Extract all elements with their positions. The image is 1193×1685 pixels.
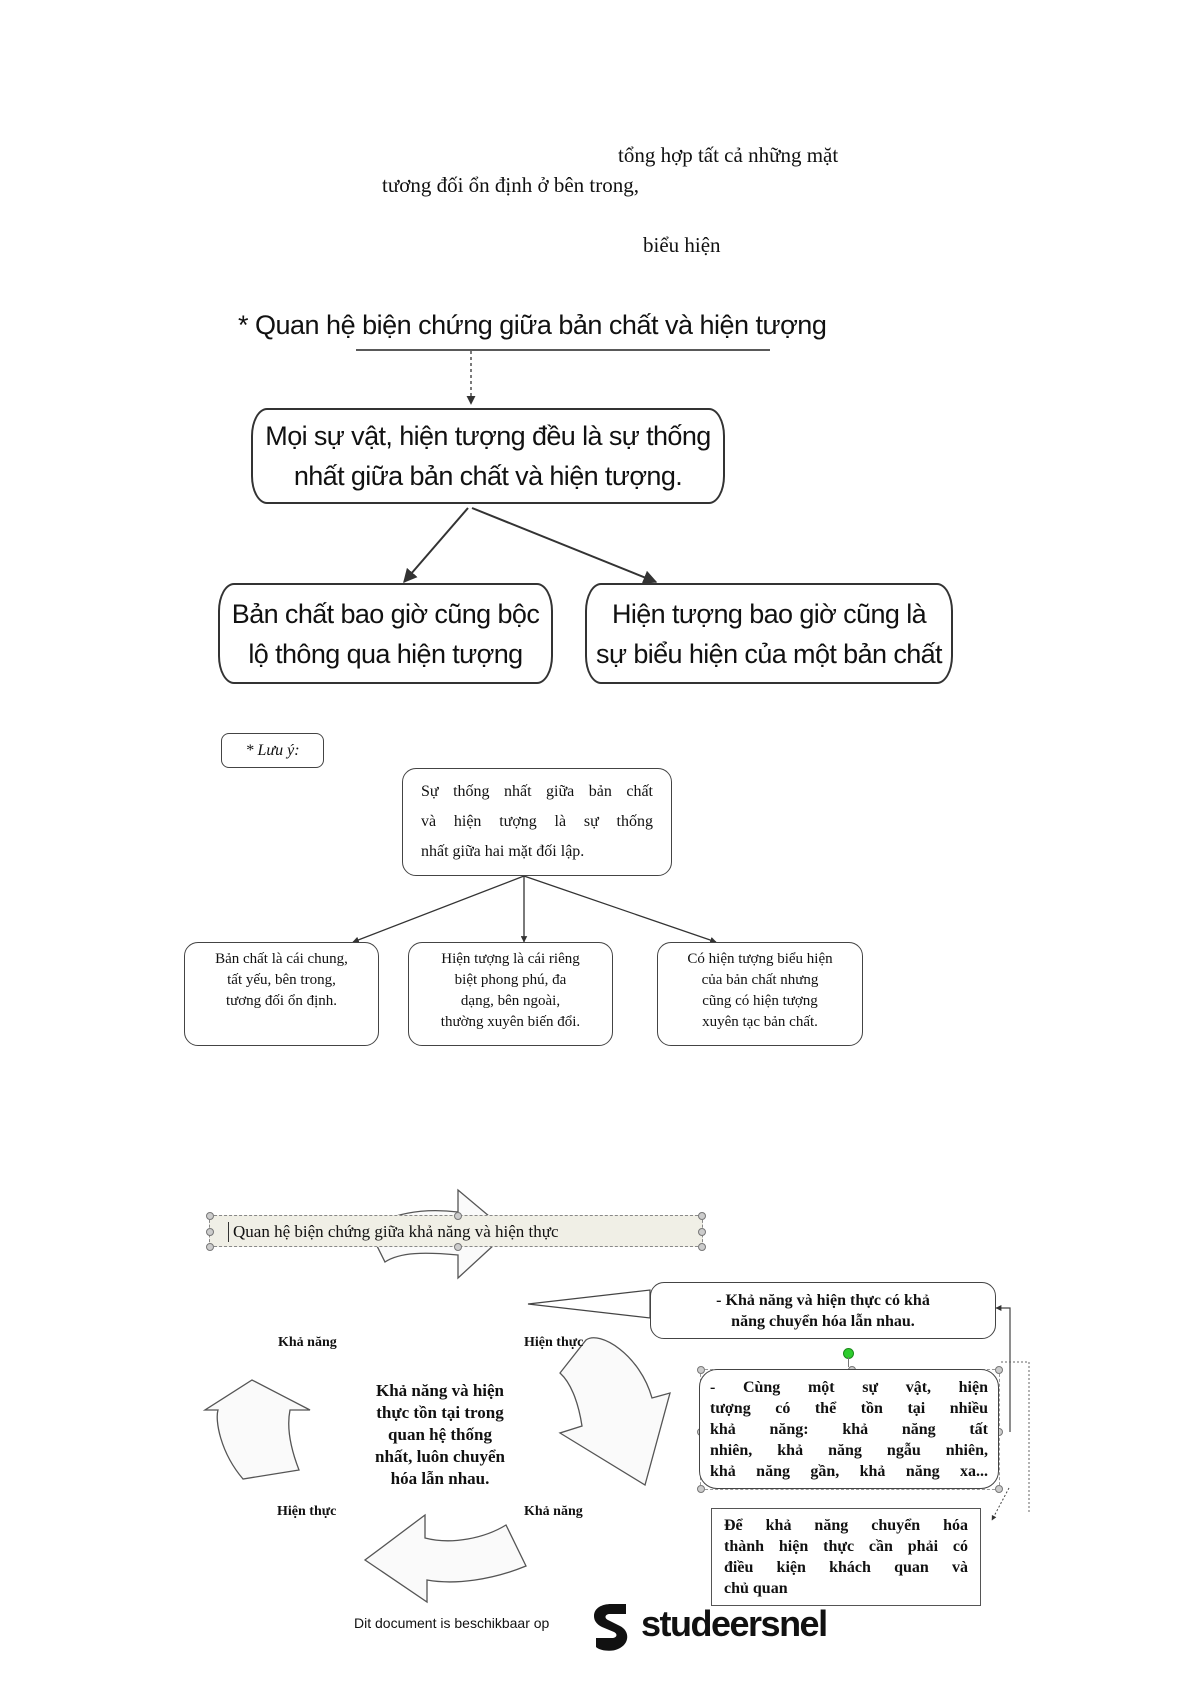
rotate-handle-line — [848, 1357, 849, 1367]
text-fragment-3: biểu hiện — [643, 233, 721, 257]
resize-handle[interactable] — [995, 1366, 1003, 1374]
diagram2-top-box: Sự thống nhất giữa bản chất và hiện tượng là sự thống nhất giữa hai mặt đối lập. — [402, 768, 672, 876]
diagram2-child1: Bản chất là cái chung, tất yếu, bên trong, tương đối ổn định. — [184, 942, 379, 1046]
diagram1-heading: * Quan hệ biện chứng giữa bản chất và hiện tượng — [238, 310, 827, 340]
cycle-arrow-bottom — [365, 1515, 526, 1602]
resize-handle[interactable] — [206, 1243, 214, 1251]
resize-handle[interactable] — [206, 1228, 214, 1236]
label-hien-thuc-top: Hiện thực — [524, 1335, 584, 1350]
resize-handle[interactable] — [454, 1243, 462, 1251]
diagram1-right-box: Hiện tượng bao giờ cũng là sự biểu hiện của một bản chất — [585, 583, 953, 684]
arrow-to-left-box — [404, 508, 468, 582]
label-kha-nang-top: Khả năng — [278, 1335, 337, 1350]
arrow-to-callout3 — [992, 1488, 1009, 1520]
callout-pointer — [528, 1290, 650, 1318]
callout-2: - Cùng một sự vật, hiện tượng có thể tồn tại nhiều khả năng: khả năng tất nhiên, khả năng ngẫu nhiên, khả năng gần, khả năng xa... — [699, 1369, 999, 1489]
studeersnel-logo-icon[interactable] — [586, 1602, 636, 1652]
arrow-to-child1 — [353, 876, 524, 942]
cycle-arrow-right — [560, 1338, 670, 1485]
diagram2-child3: Có hiện tượng biểu hiện của bản chất nhưng cũng có hiện tượng xuyên tạc bản chất. — [657, 942, 863, 1046]
resize-handle[interactable] — [995, 1485, 1003, 1493]
callout-3: Để khả năng chuyển hóa thành hiện thực cần phải có điều kiện khách quan và chủ quan — [711, 1508, 981, 1606]
callout-1: - Khả năng và hiện thực có khả năng chuyển hóa lẫn nhau. — [650, 1282, 996, 1339]
studeersnel-wordmark[interactable]: studeersnel — [641, 1603, 827, 1644]
note-label: * Lưu ý: — [221, 733, 324, 768]
resize-handle[interactable] — [698, 1228, 706, 1236]
resize-handle[interactable] — [698, 1212, 706, 1220]
bracket-line-2 — [1000, 1362, 1029, 1512]
diagram3-title: Quan hệ biện chứng giữa khả năng và hiện thực — [228, 1222, 559, 1242]
resize-handle[interactable] — [698, 1243, 706, 1251]
label-kha-nang-bottom: Khả năng — [524, 1504, 583, 1519]
cycle-arrow-left — [205, 1380, 310, 1479]
cycle-center-text: Khả năng và hiện thực tồn tại trong quan hệ thống nhất, luôn chuyển hóa lẫn nhau. — [375, 1381, 505, 1488]
arrow-to-right-box — [472, 508, 656, 582]
diagram2-child2: Hiện tượng là cái riêng biệt phong phú, đa dạng, bên ngoài, thường xuyên biến đổi. — [408, 942, 613, 1046]
label-hien-thuc-bottom: Hiện thực — [277, 1504, 337, 1519]
arrow-to-child3 — [524, 876, 716, 942]
resize-handle[interactable] — [454, 1212, 462, 1220]
diagram1-top-box: Mọi sự vật, hiện tượng đều là sự thống nhất giữa bản chất và hiện tượng. — [251, 408, 725, 504]
diagram3-title-box[interactable] — [209, 1215, 703, 1247]
text-fragment-1: tổng hợp tất cả những mặt — [618, 143, 839, 167]
resize-handle[interactable] — [206, 1212, 214, 1220]
diagram1-left-box: Bản chất bao giờ cũng bộc lộ thông qua hiện tượng — [218, 583, 553, 684]
text-fragment-2: tương đối ổn định ở bên trong, — [382, 173, 639, 197]
footer-prefix: Dit document is beschikbaar op — [354, 1615, 550, 1631]
resize-handle[interactable] — [697, 1485, 705, 1493]
